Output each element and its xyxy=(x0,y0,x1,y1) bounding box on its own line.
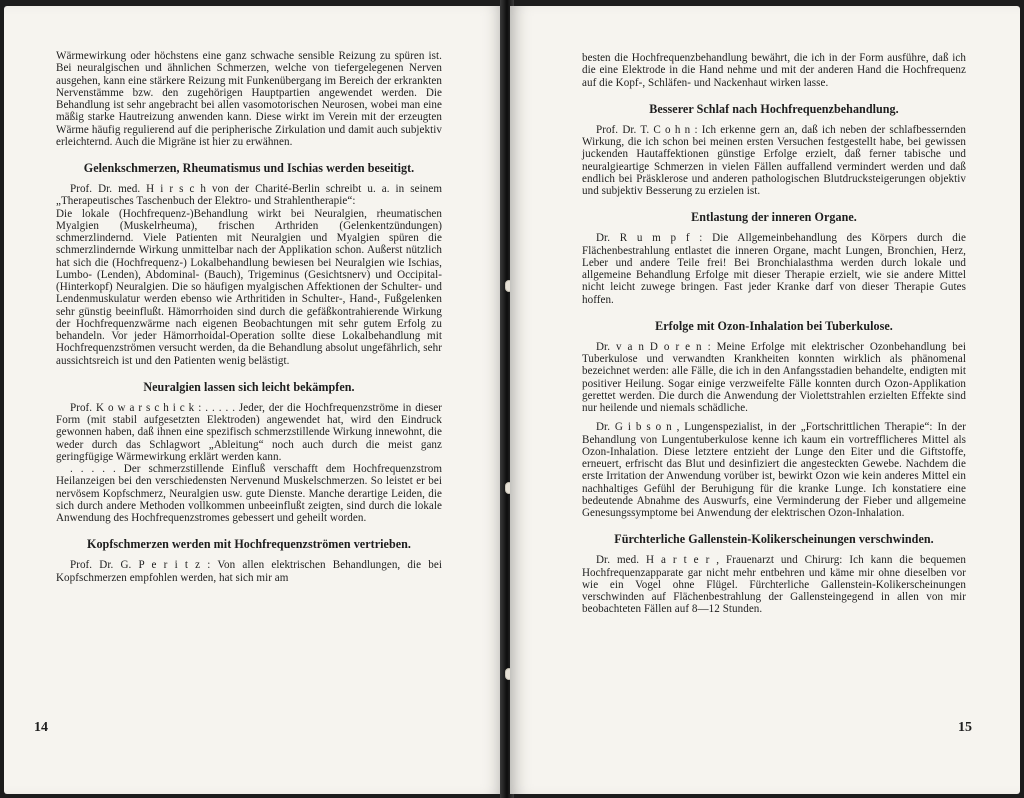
right-page xyxy=(510,6,1020,794)
left-page-text xyxy=(56,50,442,584)
paragraph: Dr. G i b s o n , Lungenspezialist, in der „Fortschrittlichen Therapie“: In der Behandlung von Lungentuberkulose kenne ich kaum ein vortrefflicheres Mittel als Ozon-Inhalation. Diese letztere entzieht der Lunge den Eiter und die Giftstoffe, erneuert, erfrischt das Blut und desinfiziert die angesteckten Gewebe. Nachdem die erste Irritation der Anwendung vorüber ist, bewirkt Ozon wie kein anderes Mittel ein nachhaltiges Gefühl der Beruhigung für die kranke Lunge. Ich konstatiere eine bedeutende Abnahme des Auswurfs, eine Verminderung der Fieber und allgemeine Genesungssymptome bei Anwendung der elektrischen Ozon-Inhalation. xyxy=(582,421,966,519)
paragraph: Dr. med. H a r t e r , Frauenarzt und Chirurg: Ich kann die bequemen Hochfrequenzapparate gar nicht mehr entbehren und käme mir ohne dieselben vor wie ein Vogel ohne Flügel. Fürchterliche Gallenstein-Kolikerscheinungen verschwinden auf Flächenbestrahlung der Gallensteingegend in allen von mir beobachteten Fällen auf 8—12 Stunden. xyxy=(582,554,966,616)
section-heading: Erfolge mit Ozon-Inhalation bei Tuberkulose. xyxy=(655,318,893,333)
paragraph: Prof. Dr. med. H i r s c h von der Charité-Berlin schreibt u. a. in seinem „Therapeutisches Taschenbuch der Elektro- und Strahlentherapie“: xyxy=(56,183,442,208)
paragraph: Die lokale (Hochfrequenz-)Behandlung wirkt bei Neuralgien, rheumatischen Myalgien (Muskelrheuma), frischen Arthriden (Gelenkentzündungen) schmerzlindernd. Viele Patienten mit Neuralgien und Myalgien spüren die schmerzlindernde Wirkung unmittelbar nach der Applikation schon. Außerst nützlich hat sich die (Hochfrequenz-) Lokalbehandlung bewiesen bei Neuralgien wie Ischias, Lumbo- (Lenden), Abdominal- (Bauch), Trigeminus (Gesichtsnerv) und Occipital- (Hinterkopf) Neuralgien. Die so häufigen myalgischen Affektionen der Schulter- und Lendenmuskulatur werden ebenso wie Arthritiden in Schulter-, Hand-, Fußgelenken sehr günstig beeinflußt. Hämorrhoiden sind durch die gefäßkontrahierende Wirkung der Hochfrequenzwärme nach eigenen Beobachtungen mit sehr gutem Erfolg zu behandeln. Vor jeder Hämorrhoidal-Operation sollte diese Lokalbehandlung mit Hochfrequenzströmen versucht werden, da die Behandlung absolut ungefährlich, sehr aussichtsreich ist und den Patienten wenig belästigt. xyxy=(56,207,442,367)
section-heading: Kopfschmerzen werden mit Hochfrequenzströmen vertrieben. xyxy=(87,537,411,552)
paragraph: Prof. Dr. G. P e r i t z : Von allen elektrischen Behandlungen, die bei Kopfschmerzen empfohlen werden, hat sich mir am xyxy=(56,559,442,584)
paragraph: Dr. R u m p f : Die Allgemeinbehandlung des Körpers durch die Flächenbestrahlung entlastet die inneren Organe, macht Lungen, Bronchien, Herz, Leber und andere Teile frei! Bei Bronchialasthma werden durch lokale und allgemeine Behandlung Erfolge mit dieser Therapie erzielt, wie sie andere Mittel nicht leicht zuwege bringen. Fast jeder Kranke darf von dieser Therapie Gutes hoffen. xyxy=(582,232,966,306)
section-heading: Besserer Schlaf nach Hochfrequenzbehandlung. xyxy=(649,101,899,116)
paragraph: besten die Hochfrequenzbehandlung bewährt, die ich in der Form ausführe, daß ich die eine Elektrode in die Hand nehme und mit der anderen Hand die Hochfrequenz auf die Kopf-, Schläfen- und Nackenhaut wirken lasse. xyxy=(582,52,966,89)
paragraph: Dr. v a n D o r e n : Meine Erfolge mit elektrischer Ozonbehandlung bei Tuberkulose und verwandten Krankheiten konnten wirklich als phänomenal bezeichnet werden: alle Fälle, die ich in den Anfangsstadien behandelte, endigten mit positiver Heilung. Sogar einige verzweifelte Fälle konnten durch Ozon-Applikation gerettet werden. Die durch die Anwendung der Violettstrahlen erzielten Effekte sind nur heilende und niemals schädliche. xyxy=(582,340,966,414)
paragraph: Prof. Dr. T. C o h n : Ich erkenne gern an, daß ich neben der schlafbessernden Wirkung, die ich schon bei meinen ersten Versuchen festgestellt habe, bei gewissen juckenden Hautaffektionen günstige Erfolge erzielt, daß ferner tabische und neuralgieartige Schmerzen in vielen Fällen auffallend vermindert werden und daß endlich bei Präsklerose und anderen pathologischen Blutdrucksteigerungen objektiv und subjektiv Besserung zu erzielen ist. xyxy=(582,123,966,197)
paragraph: Prof. K o w a r s c h i c k : . . . . . Jeder, der die Hochfrequenzströme in dieser Form (mit stabil aufgesetzten Elektroden) angewendet hat, wird den Eindruck gewonnen haben, daß ihnen eine spezifisch schmerzstillende Wirkung innewohnt, die weder durch das Schlagwort „Ableitung“ noch auch durch die meist ganz geringfügige Wärmewirkung erklärt werden kann. xyxy=(56,401,442,463)
paragraph: . . . . . Der schmerzstillende Einfluß verschafft dem Hochfrequenzstrom Heilanzeigen bei den verschiedensten Nervenund Muskelschmerzen. So leistet er bei nervösem Kopfschmerz, Neuralgien usw. gute Dienste. Manche derartige Leiden, die sich durch andere Methoden vollkommen unbeeinflußt zeigten, sind durch die lokale Anwendung des Hochfrequenzstromes gebessert und geheilt worden. xyxy=(56,463,442,524)
section-heading: Fürchterliche Gallenstein-Kolikerscheinungen verschwinden. xyxy=(614,532,934,547)
left-page xyxy=(4,6,504,794)
paragraph: Wärmewirkung oder höchstens eine ganz schwache sensible Reizung zu spüren ist. Bei neuralgischen und ähnlichen Schmerzen, welche von tiefergelegenen Nerven ausgehen, kann eine stärkere Reizung mit Funkenübergang im Bereich der erkrankten Nervenstämme bzw. den zugehörigen Hauptpartien angewendet werden. Die Behandlung ist sehr angebracht bei allen vasomotorischen Neurosen, wobei man eine mäßig starke Hautreizung anwenden kann. Diese wirkt im Verein mit der erzeugten Wärme häufig regulierend auf die peripherische Zirkulation und damit auch subjektiv erleichternd. Auch die Migräne ist hier zu erwähnen. xyxy=(56,50,442,148)
left-page-number: 14 xyxy=(34,720,48,735)
right-page-text xyxy=(582,52,966,616)
section-heading: Entlastung der inneren Organe. xyxy=(691,210,857,225)
right-page-number: 15 xyxy=(958,720,972,735)
section-heading: Gelenkschmerzen, Rheumatismus und Ischias werden beseitigt. xyxy=(83,161,415,175)
section-heading: Neuralgien lassen sich leicht bekämpfen. xyxy=(143,379,355,394)
